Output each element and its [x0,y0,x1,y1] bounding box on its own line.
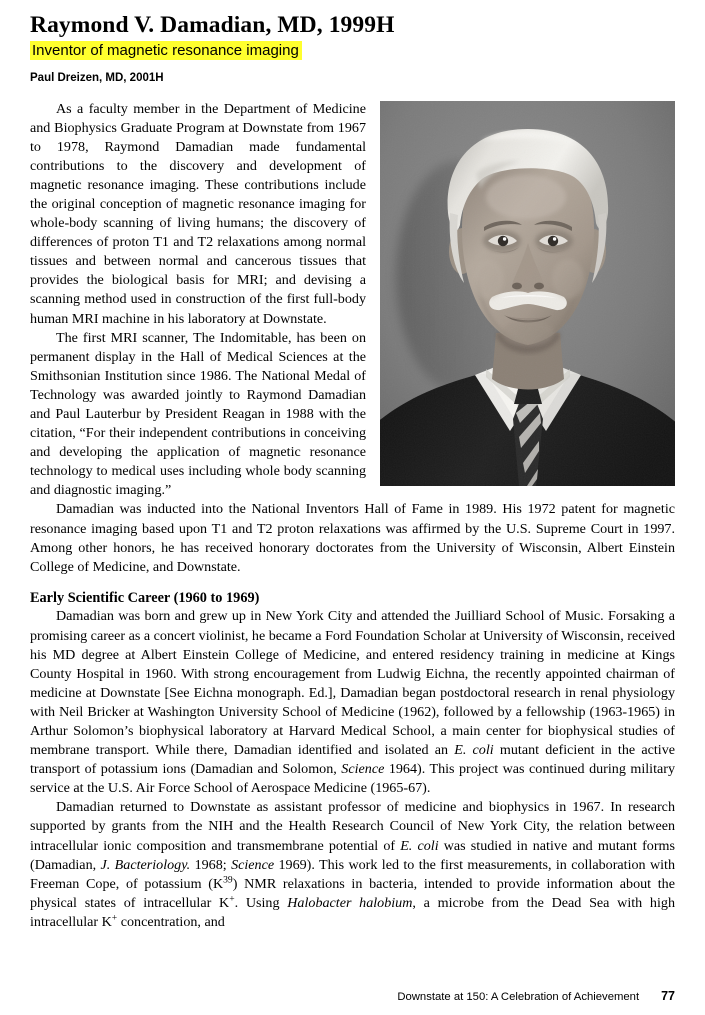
text-run: concentration, and [117,913,225,930]
text-run: . Using [234,894,288,911]
italic-halobacter-halobium: Halobacter halobium [287,894,413,911]
text-run: 1968; [190,856,232,873]
superscript-plus: + [111,912,118,924]
page-content [30,12,675,932]
page-title: Raymond V. Damadian, MD, 1999H [30,12,395,38]
section-heading [30,589,675,608]
subtitle-container [30,41,675,60]
paragraph-1: As a faculty member in the Department of Medicine and Biophysics Graduate Program at Downstate from 1967 to 1978, Raymond Damadian made fundamental contributions to the discovery and development of magnetic resonance imaging. These contributions include the original conception of magnetic resonance imaging for whole-body scanning of living humans; the discovery of differences of proton T1 and T2 relaxations among normal tissues and between normal and cancerous tissues that provides the biological basis for MRI; and devising a scanning method used in construction of the first full-body human MRI machine in his laboratory at Downstate. [30,100,366,327]
section-paragraph-2 [30,798,675,932]
italic-e-coli: E. coli [400,837,439,854]
section-heading-years: (1960 to 1969) [170,589,260,606]
superscript-isotope-39: 39 [223,874,233,886]
author-byline: Paul Dreizen, MD, 2001H [30,71,164,84]
section-heading-title: Early Scientific Career [30,589,171,606]
text-run: Damadian returned to Downstate as assistant professor of medicine and biophysics in 1967. In research supported by grants from the NIH and the Health Research Council of New York City, the relation between intracellular ionic composition and transmembrane potential of [30,799,675,854]
portrait-illustration [380,101,675,486]
footer-page-number: 77 [661,989,675,1003]
italic-journal-bacteriology: J. Bacteriology. [100,856,191,873]
italic-journal-science: Science [231,856,275,873]
superscript-plus: + [229,893,235,905]
article-body [30,100,675,933]
section-paragraph-1 [30,607,675,798]
paragraph-2: The first MRI scanner, The Indomitable, has been on permanent display in the Hall of Medical Sciences at the Smithsonian Institution since 1986. The National Medal of Technology was awarded jointly to Raymond Damadian and Paul Lauterbur by President Reagan in 1988 with the citation, “For their independent contributions in conceiving and developing the application of magnetic resonance technology to medical uses including whole body scanning and diagnostic imaging.” [30,329,366,499]
text-run: 1964). This project was continued during military service at the U.S. Air Force School of Aerospace Medicine (1965-67). [30,761,675,797]
italic-journal-science: Science [341,761,385,778]
portrait-photo [380,101,675,486]
footer-book-title: Downstate at 150: A Celebration of Achievement [397,991,640,1003]
highlighted-subtitle: Inventor of magnetic resonance imaging [30,41,302,60]
paragraph-3: Damadian was inducted into the National Inventors Hall of Fame in 1989. His 1972 patent for magnetic resonance imaging based upon T1 and T2 proton relaxations was affirmed by the U.S. Supreme Court in 1997. Among other honors, he has received honorary doctorates from the University of Wisconsin, Albert Einstein College of Medicine, and Downstate. [30,501,675,575]
italic-e-coli: E. coli [454,742,494,759]
page-footer [30,989,675,1003]
text-run: mutant deficient in the active transport of potassium ions (Damadian and Solomon, [30,742,675,778]
text-run: Damadian was born and grew up in New York City and attended the Juilliard School of Music. Forsaking a promising career as a concert violinist, he became a Ford Foundation Scholar at University of Wisconsin, received his MD degree at Albert Einstein College of Medicine, and entered residency training in medicine at Kings County Hospital in 1960. With strong encouragement from Ludwig Eichna, the recently appointed chairman of medicine at Downstate [See Eichna monograph. Ed.], Damadian began postdoctoral research in renal physiology with Neil Bricker at Washington University School of Medicine (1962), followed by a fellowship (1963-1965) in Arthur Solomon’s biophysical laboratory at Harvard Medical School, a main center for biophysical studies of membrane transport. While there, Damadian identified and isolated an [30,608,675,759]
text-run: 1969). This work led to the first measurements, in collaboration with Freeman Cope, of potassium (K [30,856,676,892]
text-run: , a microbe from the Dead Sea with high intracellular K [30,894,675,930]
text-run: ) NMR relaxations in bacteria, intended to provide information about the physical states of intracellular K [30,875,675,911]
text-run: was studied in native and mutant forms (Damadian, [30,837,675,873]
